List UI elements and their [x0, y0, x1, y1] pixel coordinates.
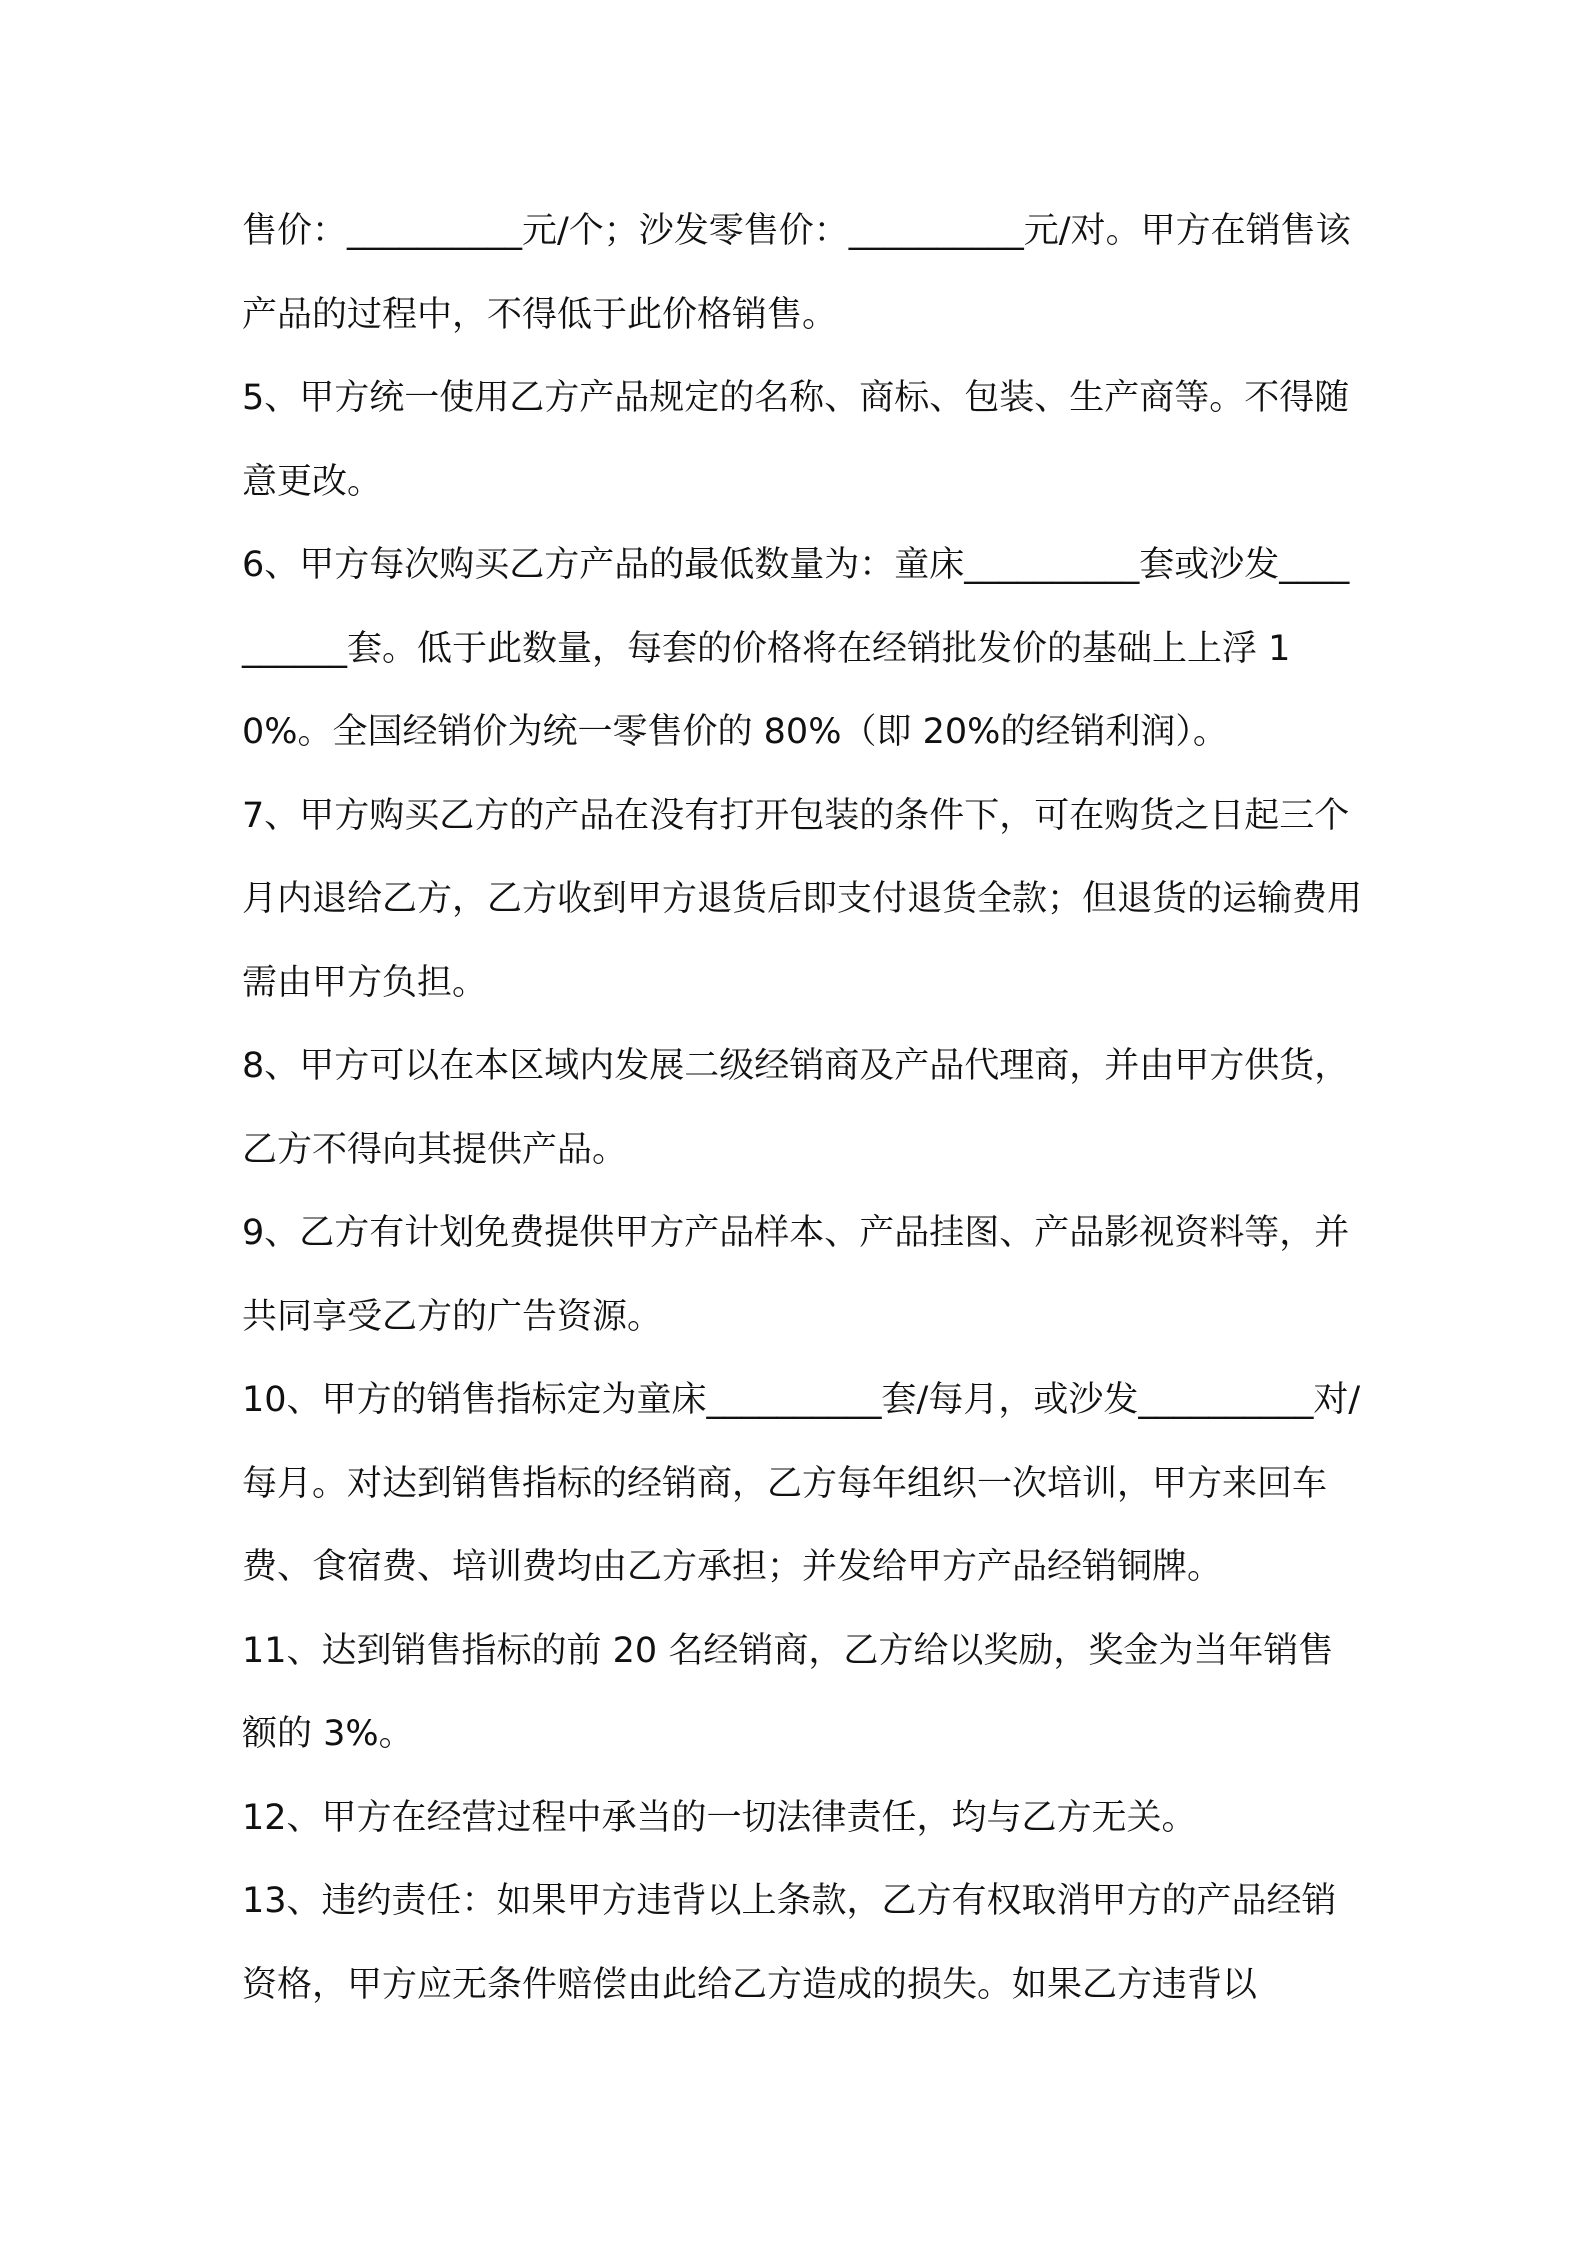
paragraph-clause-9: 9、乙方有计划免费提供甲方产品样本、产品挂图、产品影视资料等，并共同享受乙方的广告资源。: [242, 1213, 1350, 1337]
document-body: [242, 190, 1362, 2027]
paragraph-clause-12: 12、甲方在经营过程中承当的一切法律责任，均与乙方无关。: [242, 1797, 1197, 1838]
paragraph-clause-6: 6、甲方每次购买乙方产品的最低数量为：童床__________套或沙发__________套。低于此数量，每套的价格将在经销批发价的基础上上浮 10%。全国经销价为统一零售价的 80%（即 20%的经销利润）。: [242, 545, 1350, 752]
paragraph-price-clause: 售价：__________元/个；沙发零售价：__________元/对。甲方在销售该产品的过程中，不得低于此价格销售。: [242, 211, 1351, 335]
paragraph-clause-13: 13、违约责任：如果甲方违背以上条款，乙方有权取消甲方的产品经销资格，甲方应无条件赔偿由此给乙方造成的损失。如果乙方违背以: [242, 1881, 1337, 2005]
paragraph-clause-8: 8、甲方可以在本区域内发展二级经销商及产品代理商，并由甲方供货，乙方不得向其提供产品。: [242, 1046, 1350, 1170]
paragraph-clause-11: 11、达到销售指标的前 20 名经销商，乙方给以奖励，奖金为当年销售额的 3%。: [242, 1630, 1334, 1754]
paragraph-clause-5: 5、甲方统一使用乙方产品规定的名称、商标、包装、生产商等。不得随意更改。: [242, 378, 1350, 502]
paragraph-clause-10: 10、甲方的销售指标定为童床__________套/每月，或沙发__________对/每月。对达到销售指标的经销商，乙方每年组织一次培训，甲方来回车费、食宿费、培训费均由乙方承担；并发给甲方产品经销铜牌。: [242, 1380, 1361, 1587]
paragraph-clause-7: 7、甲方购买乙方的产品在没有打开包装的条件下，可在购货之日起三个月内退给乙方，乙方收到甲方退货后即支付退货全款；但退货的运输费用需由甲方负担。: [242, 795, 1363, 1003]
